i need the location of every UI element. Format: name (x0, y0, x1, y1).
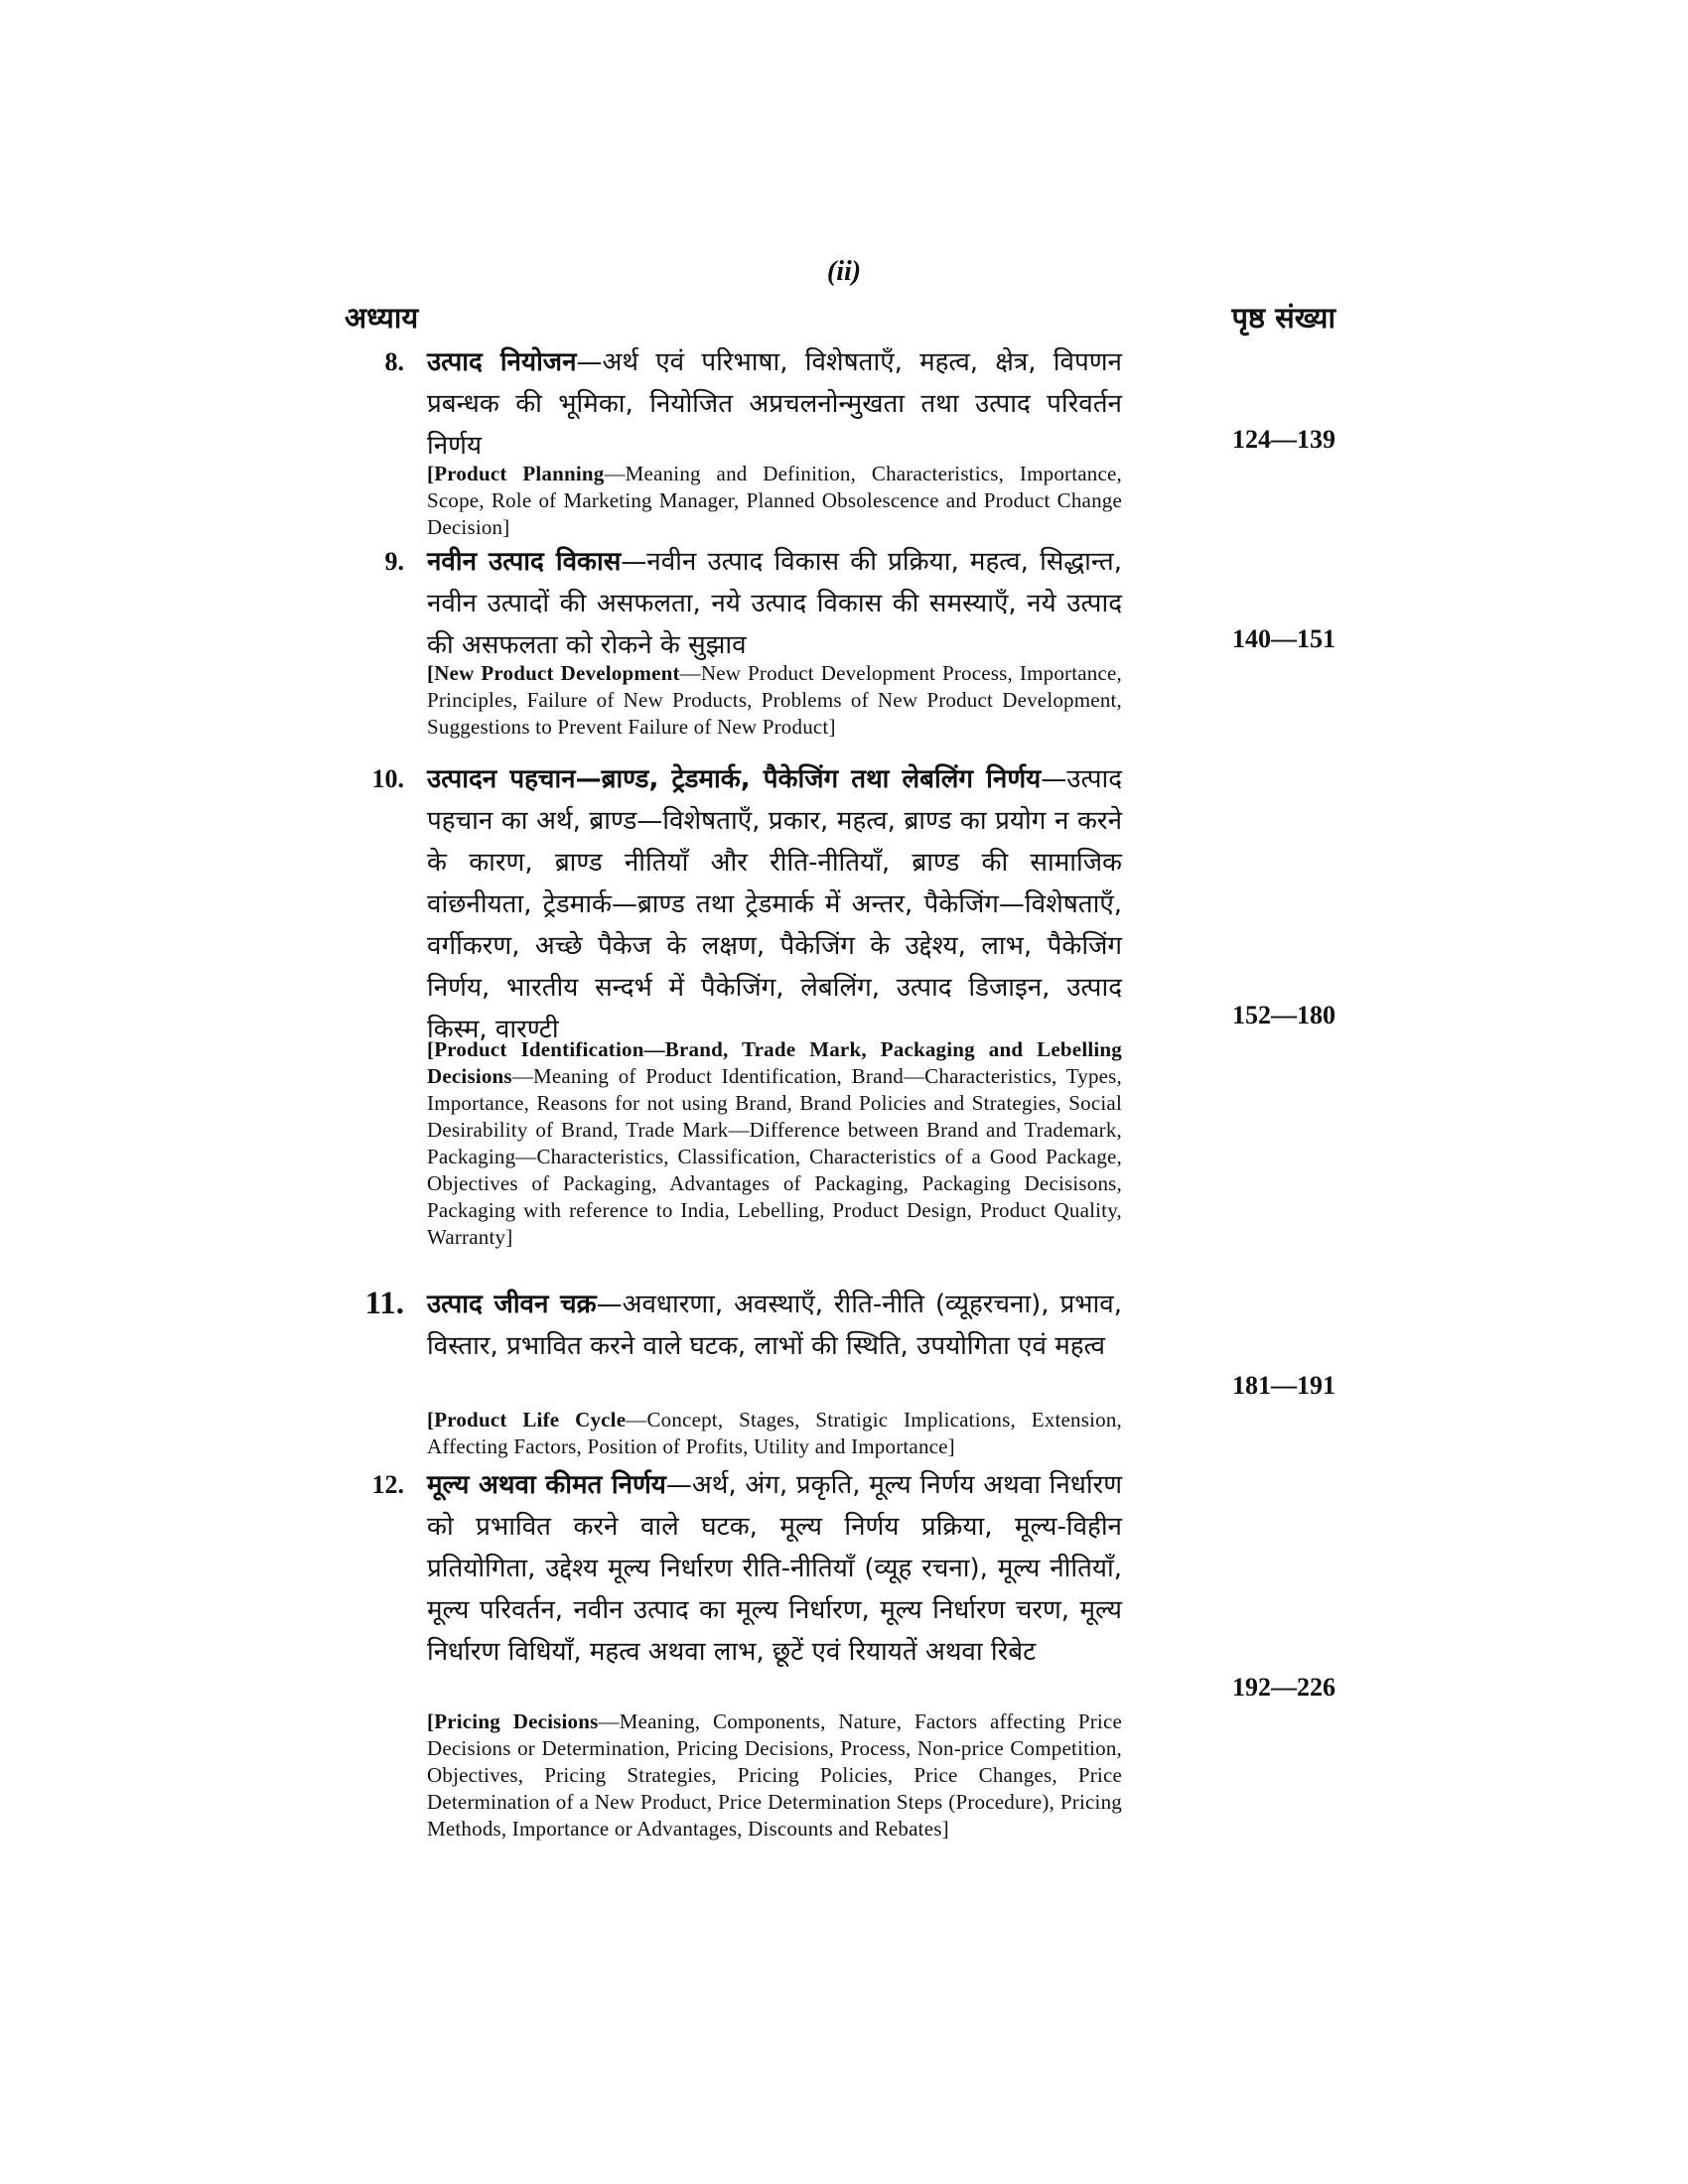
hindi-topics: —नवीन उत्पाद विकास की प्रक्रिया, महत्व, सिद्धान्त, नवीन उत्पादों की असफलता, नये उत्पाद विकास की समस्याएँ, नये उत्पाद की असफलता को रोकने के सुझाव (427, 547, 1122, 660)
english-description (427, 461, 1122, 541)
english-chapter-title: [New Product Development (427, 661, 680, 685)
chapter-column-header: अध्याय (345, 301, 419, 335)
chapter-number: 11. (364, 1286, 404, 1321)
english-chapter-title: [Product Identification—Brand, Trade Mark, Packaging and Lebelling Decisions (427, 1037, 1122, 1088)
page-range: 124—139 (1232, 425, 1336, 454)
hindi-topics: —अर्थ एवं परिभाषा, विशेषताएँ, महत्व, क्षेत्र, विपणन प्रबन्धक की भूमिका, नियोजित अप्रचलनोन्मुखता तथा उत्पाद परिवर्तन निर्णय (427, 347, 1122, 461)
hindi-topics: —अर्थ, अंग, प्रकृति, मूल्य निर्णय अथवा निर्धारण को प्रभावित करने वाले घटक, मूल्य निर्णय प्रक्रिया, मूल्य-विहीन प्रतियोगिता, उद्देश्य मूल्य निर्धारण रीति-नीतियाँ (व्यूह रचना), मूल्य नीतियाँ, मूल्य परिवर्तन, नवीन उत्पाद का मूल्य निर्धारण, मूल्य निर्धारण चरण, मूल्य निर्धारण विधियाँ, महत्व अथवा लाभ, छूटें एवं रियायतें अथवा रिबेट (427, 1470, 1122, 1667)
hindi-description (427, 1284, 1122, 1367)
hindi-chapter-title: उत्पादन पहचान—ब्राण्ड, ट्रेडमार्क, पैकेजिंग तथा लेबलिंग निर्णय (427, 764, 1042, 794)
english-description (427, 1407, 1122, 1460)
hindi-chapter-title: उत्पाद जीवन चक्र (427, 1290, 597, 1319)
hindi-chapter-title: उत्पाद नियोजन (427, 347, 577, 377)
page-folio: (ii) (826, 256, 862, 287)
chapter-number: 12. (371, 1470, 404, 1499)
english-topics: —Concept, Stages, Stratigic Implications, Extension, Affecting Factors, Position of Profits, Utility and Importance] (427, 1408, 1122, 1458)
hindi-chapter-title: नवीन उत्पाद विकास (427, 547, 622, 577)
chapter-number: 8. (384, 347, 404, 376)
page-range: 192—226 (1232, 1673, 1336, 1702)
english-topics: —Meaning of Product Identification, Brand—Characteristics, Types, Importance, Reasons for not using Brand, Brand Policies and Strategies, Social Desirability of Brand, Trade Mark—Difference between Brand and Trademark, Packaging—Characteristics, Classification, Characteristics of a Good Package, Objectives of Packaging, Advantages of Packaging, Packaging Decisisons, Packaging with reference to India, Lebelling, Product Design, Product Quality, Warranty] (427, 1064, 1122, 1249)
page-range: 140—151 (1232, 624, 1336, 653)
hindi-description (427, 758, 1122, 1050)
page-number-column-header: पृष्ठ संख्या (1231, 301, 1336, 335)
page-range: 181—191 (1232, 1371, 1336, 1400)
english-topics: —Meaning and Definition, Characteristics, Importance, Scope, Role of Marketing Manager, Planned Obsolescence and Product Change Decision] (427, 462, 1122, 539)
english-description (427, 1708, 1122, 1843)
hindi-description (427, 1464, 1122, 1673)
hindi-description (427, 341, 1122, 467)
english-topics: —Meaning, Components, Nature, Factors affecting Price Decisions or Determination, Pricing Decisions, Process, Non-price Competition, Objectives, Pricing Strategies, Pricing Policies, Price Changes, Price Determination of a New Product, Price Determination Steps (Procedure), Pricing Methods, Importance or Advantages, Discounts and Rebates] (427, 1709, 1122, 1841)
hindi-topics: —उत्पाद पहचान का अर्थ, ब्राण्ड—विशेषताएँ, प्रकार, महत्व, ब्राण्ड का प्रयोग न करने के कारण, ब्राण्ड नीतियाँ और रीति-नीतियाँ, ब्राण्ड की सामाजिक वांछनीयता, ट्रेडमार्क—ब्राण्ड तथा ट्रेडमार्क में अन्तर, पैकेजिंग—विशेषताएँ, वर्गीकरण, अच्छे पैकेज के लक्षण, पैकेजिंग के उद्देश्य, लाभ, पैकेजिंग निर्णय, भारतीय सन्दर्भ में पैकेजिंग, लेबलिंग, उत्पाद डिजाइन, उत्पाद किस्म, वारण्टी (427, 764, 1122, 1044)
hindi-description (427, 541, 1122, 666)
english-description (427, 1036, 1122, 1251)
chapter-number: 10. (371, 764, 404, 793)
english-chapter-title: [Product Planning (427, 462, 605, 485)
hindi-topics: —अवधारणा, अवस्थाएँ, रीति-नीति (व्यूहरचना), प्रभाव, विस्तार, प्रभावित करने वाले घटक, लाभों की स्थिति, उपयोगिता एवं महत्व (427, 1290, 1122, 1361)
english-topics: —New Product Development Process, Importance, Principles, Failure of New Products, Problems of New Product Development, Suggestions to Prevent Failure of New Product] (427, 661, 1122, 739)
hindi-chapter-title: मूल्य अथवा कीमत निर्णय (427, 1470, 666, 1500)
english-chapter-title: [Product Life Cycle (427, 1408, 627, 1432)
chapter-number: 9. (384, 547, 404, 576)
english-description (427, 660, 1122, 741)
page-range: 152—180 (1232, 1001, 1336, 1029)
english-chapter-title: [Pricing Decisions (427, 1709, 599, 1733)
